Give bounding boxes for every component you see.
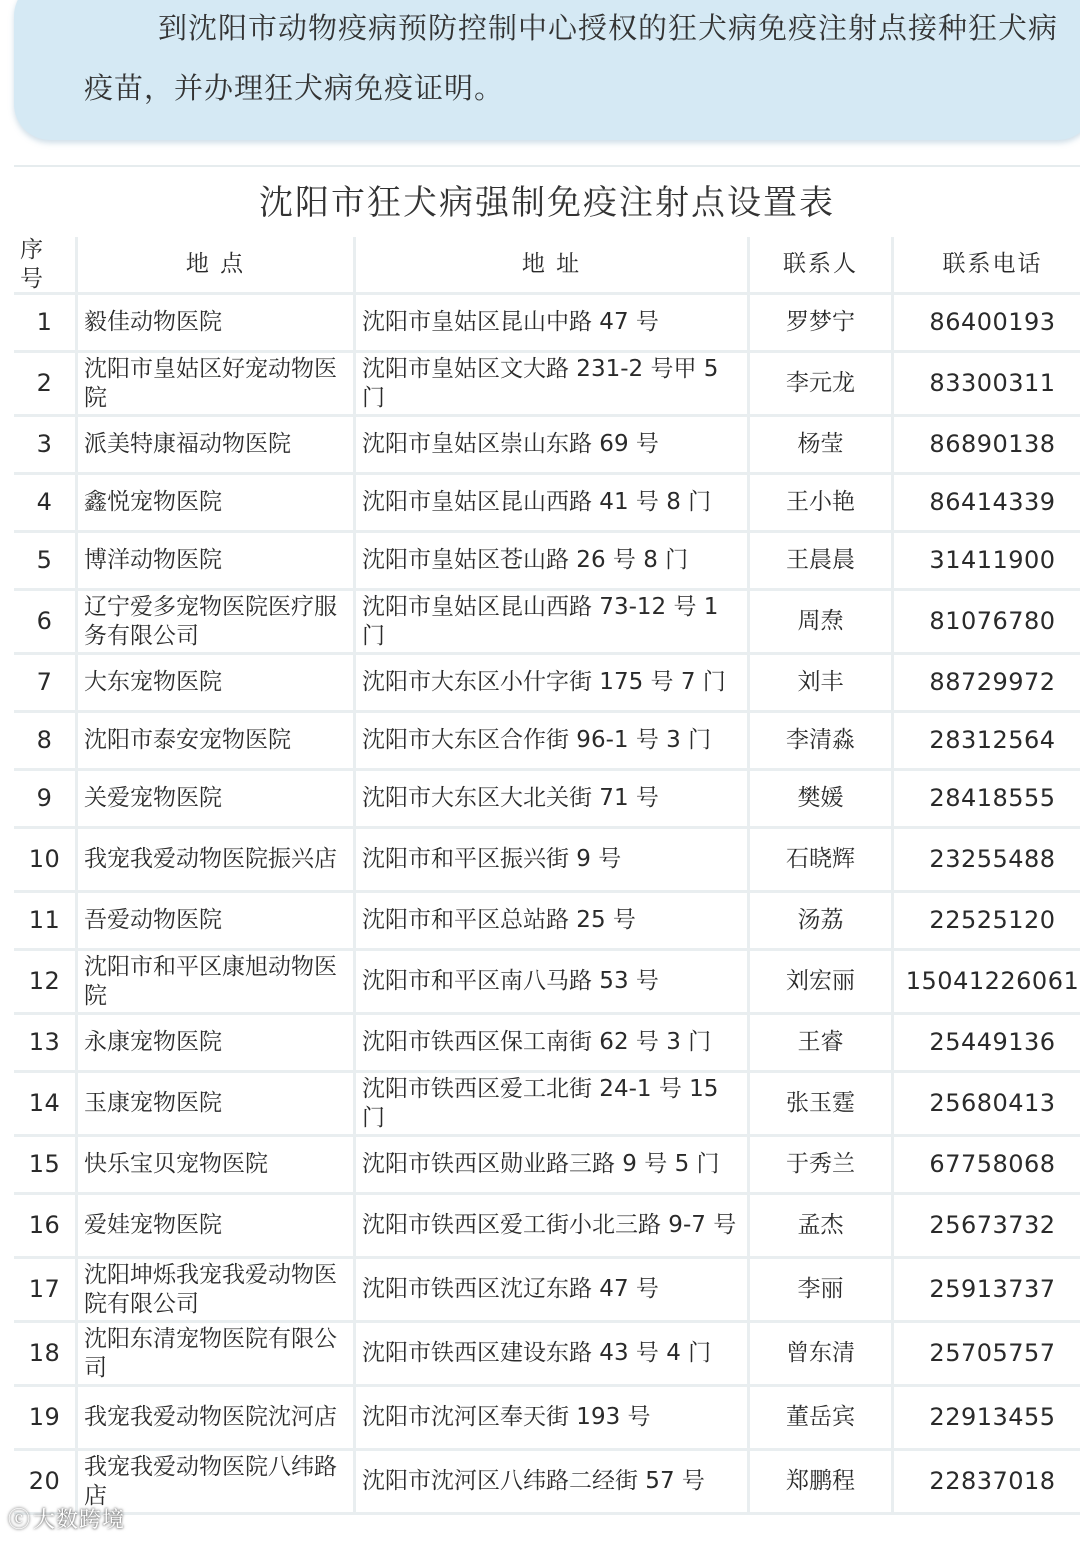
row-index: 14 [14, 1073, 78, 1137]
row-place: 沈阳市泰安宠物医院 [78, 713, 356, 771]
row-contact: 杨莹 [750, 417, 894, 475]
row-contact: 周焘 [750, 591, 894, 655]
row-index: 1 [14, 295, 78, 353]
row-index: 13 [14, 1015, 78, 1073]
row-place: 爱娃宠物医院 [78, 1195, 356, 1259]
row-place: 博洋动物医院 [78, 533, 356, 591]
header-index: 序号 [14, 237, 78, 295]
row-phone: 88729972 [894, 655, 1080, 713]
table-title: 沈阳市狂犬病强制免疫注射点设置表 [259, 183, 835, 223]
row-address: 沈阳市皇姑区文大路 231-2 号甲 5 门 [356, 353, 750, 417]
header-phone: 联系电话 [894, 237, 1080, 295]
row-phone: 25680413 [894, 1073, 1080, 1137]
row-phone: 28312564 [894, 713, 1080, 771]
row-index: 9 [14, 771, 78, 829]
row-address: 沈阳市铁西区爱工街小北三路 9-7 号 [356, 1195, 750, 1259]
row-address: 沈阳市和平区振兴街 9 号 [356, 829, 750, 893]
row-index: 2 [14, 353, 78, 417]
row-address: 沈阳市和平区总站路 25 号 [356, 893, 750, 951]
row-address: 沈阳市皇姑区昆山西路 41 号 8 门 [356, 475, 750, 533]
row-place: 我宠我爱动物医院沈河店 [78, 1387, 356, 1451]
row-place: 沈阳坤烁我宠我爱动物医院有限公司 [78, 1259, 356, 1323]
logo-icon: ⓒ [8, 1508, 32, 1533]
row-address: 沈阳市大东区合作街 96-1 号 3 门 [356, 713, 750, 771]
row-index: 7 [14, 655, 78, 713]
row-place: 我宠我爱动物医院振兴店 [78, 829, 356, 893]
row-phone: 15041226061 [894, 951, 1080, 1015]
watermark [8, 1503, 125, 1534]
row-place: 我宠我爱动物医院八纬路店 [78, 1451, 356, 1515]
row-index: 12 [14, 951, 78, 1015]
row-phone: 86400193 [894, 295, 1080, 353]
row-phone: 22525120 [894, 893, 1080, 951]
notice-text: 到沈阳市动物疫病预防控制中心授权的狂犬病免疫注射点接种狂犬病疫苗，并办理狂犬病免疫证明。 [84, 11, 1059, 105]
row-phone: 81076780 [894, 591, 1080, 655]
row-address: 沈阳市大东区小什字街 175 号 7 门 [356, 655, 750, 713]
row-address: 沈阳市皇姑区昆山中路 47 号 [356, 295, 750, 353]
row-place: 大东宠物医院 [78, 655, 356, 713]
row-index: 6 [14, 591, 78, 655]
row-index: 18 [14, 1323, 78, 1387]
row-contact: 王睿 [750, 1015, 894, 1073]
row-address: 沈阳市铁西区勋业路三路 9 号 5 门 [356, 1137, 750, 1195]
row-place: 沈阳市和平区康旭动物医院 [78, 951, 356, 1015]
row-contact: 石晓辉 [750, 829, 894, 893]
row-place: 吾爱动物医院 [78, 893, 356, 951]
row-phone: 22913455 [894, 1387, 1080, 1451]
row-index: 16 [14, 1195, 78, 1259]
row-phone: 86414339 [894, 475, 1080, 533]
row-contact: 郑鹏程 [750, 1451, 894, 1515]
row-phone: 31411900 [894, 533, 1080, 591]
row-index: 5 [14, 533, 78, 591]
header-place: 地 点 [78, 237, 356, 295]
row-place: 永康宠物医院 [78, 1015, 356, 1073]
row-contact: 于秀兰 [750, 1137, 894, 1195]
row-contact: 李元龙 [750, 353, 894, 417]
row-contact: 刘丰 [750, 655, 894, 713]
row-address: 沈阳市沈河区奉天街 193 号 [356, 1387, 750, 1451]
row-place: 沈阳东清宠物医院有限公司 [78, 1323, 356, 1387]
row-contact: 汤荔 [750, 893, 894, 951]
row-address: 沈阳市铁西区爱工北街 24-1 号 15 门 [356, 1073, 750, 1137]
row-address: 沈阳市大东区大北关街 71 号 [356, 771, 750, 829]
row-place: 派美特康福动物医院 [78, 417, 356, 475]
row-address: 沈阳市和平区南八马路 53 号 [356, 951, 750, 1015]
row-contact: 董岳宾 [750, 1387, 894, 1451]
row-phone: 25673732 [894, 1195, 1080, 1259]
row-phone: 67758068 [894, 1137, 1080, 1195]
row-address: 沈阳市铁西区保工南街 62 号 3 门 [356, 1015, 750, 1073]
header-contact: 联系人 [750, 237, 894, 295]
header-address: 地 址 [356, 237, 750, 295]
row-index: 10 [14, 829, 78, 893]
row-place: 玉康宠物医院 [78, 1073, 356, 1137]
row-address: 沈阳市铁西区建设东路 43 号 4 门 [356, 1323, 750, 1387]
row-phone: 22837018 [894, 1451, 1080, 1515]
row-index: 8 [14, 713, 78, 771]
row-address: 沈阳市皇姑区苍山路 26 号 8 门 [356, 533, 750, 591]
row-contact: 李丽 [750, 1259, 894, 1323]
row-address: 沈阳市沈河区八纬路二经街 57 号 [356, 1451, 750, 1515]
table-grid [14, 237, 1080, 1515]
row-contact: 张玉霆 [750, 1073, 894, 1137]
row-place: 沈阳市皇姑区好宠动物医院 [78, 353, 356, 417]
row-address: 沈阳市铁西区沈辽东路 47 号 [356, 1259, 750, 1323]
row-place: 鑫悦宠物医院 [78, 475, 356, 533]
row-contact: 王晨晨 [750, 533, 894, 591]
row-index: 17 [14, 1259, 78, 1323]
row-contact: 孟杰 [750, 1195, 894, 1259]
row-contact: 李清淼 [750, 713, 894, 771]
row-index: 11 [14, 893, 78, 951]
row-place: 毅佳动物医院 [78, 295, 356, 353]
row-contact: 樊媛 [750, 771, 894, 829]
row-phone: 23255488 [894, 829, 1080, 893]
injection-points-table [14, 165, 1080, 1567]
row-index: 15 [14, 1137, 78, 1195]
row-phone: 28418555 [894, 771, 1080, 829]
row-contact: 王小艳 [750, 475, 894, 533]
notice-banner [14, 0, 1080, 140]
row-phone: 86890138 [894, 417, 1080, 475]
row-place: 快乐宝贝宠物医院 [78, 1137, 356, 1195]
row-index: 19 [14, 1387, 78, 1451]
row-index: 4 [14, 475, 78, 533]
row-phone: 25705757 [894, 1323, 1080, 1387]
row-phone: 83300311 [894, 353, 1080, 417]
row-address: 沈阳市皇姑区昆山西路 73-12 号 1 门 [356, 591, 750, 655]
row-index: 20 [14, 1451, 78, 1515]
row-index: 3 [14, 417, 78, 475]
row-phone: 25913737 [894, 1259, 1080, 1323]
row-place: 关爱宠物医院 [78, 771, 356, 829]
row-phone: 25449136 [894, 1015, 1080, 1073]
row-place: 辽宁爱多宠物医院医疗服务有限公司 [78, 591, 356, 655]
row-contact: 罗梦宁 [750, 295, 894, 353]
row-contact: 刘宏丽 [750, 951, 894, 1015]
row-contact: 曾东清 [750, 1323, 894, 1387]
row-address: 沈阳市皇姑区崇山东路 69 号 [356, 417, 750, 475]
watermark-text: 大数跨境 [33, 1508, 126, 1533]
